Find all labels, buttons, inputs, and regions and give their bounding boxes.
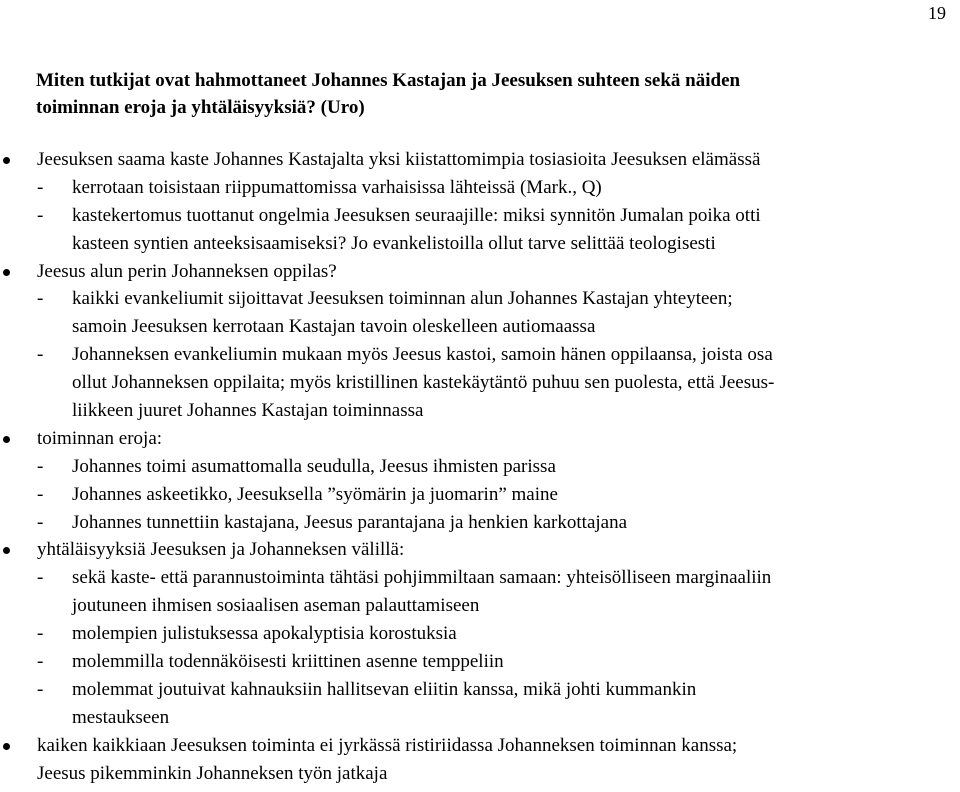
dash-marker: - [37, 288, 44, 310]
dash-marker: - [37, 455, 44, 477]
dash-marker: - [37, 623, 44, 645]
section-title [36, 67, 936, 121]
bullet-item [0, 536, 960, 564]
line-text: samoin Jeesuksen kerrotaan Kastajan tavoin oleskelleen autiomaassa [72, 316, 596, 338]
line-text: kerrotaan toisistaan riippumattomissa varhaisissa lähteissä (Mark., Q) [72, 176, 602, 198]
dash-marker: - [37, 511, 44, 533]
dash-marker: - [37, 678, 44, 700]
line-text: kastekertomus tuottanut ongelmia Jeesuksen seuraajille: miksi synnitön Jumalan poika otti [72, 204, 761, 226]
dash-item [0, 174, 960, 202]
dash-marker: - [37, 567, 44, 589]
line-text: sekä kaste- että parannustoiminta tähtäsi pohjimmiltaan samaan: yhteisölliseen marginaaliin [72, 567, 772, 589]
bullet-icon [3, 743, 10, 750]
continuation-line [0, 592, 960, 620]
dash-item [0, 676, 960, 704]
page-number: 19 [928, 3, 946, 23]
notes-body [0, 146, 960, 787]
continuation-line [0, 760, 960, 788]
dash-item [0, 453, 960, 481]
bullet-item [0, 732, 960, 760]
bullet-icon [3, 547, 10, 554]
continuation-line [0, 313, 960, 341]
dash-item [0, 620, 960, 648]
line-text: joutuneen ihmisen sosiaalisen aseman palauttamiseen [72, 595, 480, 617]
continuation-line [0, 397, 960, 425]
title-line-2: toiminnan eroja ja yhtäläisyyksiä? (Uro) [36, 97, 365, 118]
continuation-line [0, 704, 960, 732]
line-text: liikkeen juuret Johannes Kastajan toiminnassa [72, 400, 424, 422]
dash-marker: - [37, 483, 44, 505]
dash-item [0, 481, 960, 509]
bullet-item [0, 146, 960, 174]
line-text: yhtäläisyyksiä Jeesuksen ja Johanneksen välillä: [37, 539, 405, 561]
dash-marker: - [37, 204, 44, 226]
line-text: Jeesus alun perin Johanneksen oppilas? [37, 260, 337, 282]
line-text: Jeesuksen saama kaste Johannes Kastajalta yksi kiistattomimpia tosiasioita Jeesuksen elämässä [37, 149, 761, 170]
dash-item [0, 285, 960, 313]
line-text: toiminnan eroja: [37, 427, 163, 449]
dash-item [0, 509, 960, 537]
line-text: Johanneksen evankeliumin mukaan myös Jeesus kastoi, samoin hänen oppilaansa, joista osa [72, 344, 773, 366]
continuation-line [0, 230, 960, 258]
line-text: Johannes askeetikko, Jeesuksella ”syömärin ja juomarin” maine [72, 483, 558, 505]
line-text: Johannes toimi asumattomalla seudulla, Jeesus ihmisten parissa [72, 455, 556, 477]
dash-item [0, 564, 960, 592]
dash-marker: - [37, 344, 44, 366]
bullet-icon [3, 269, 10, 276]
title-line-1: Miten tutkijat ovat hahmottaneet Johannes Kastajan ja Jeesuksen suhteen sekä näiden [36, 70, 741, 91]
dash-item [0, 341, 960, 369]
bullet-icon [3, 436, 10, 443]
line-text: mestaukseen [72, 706, 170, 728]
bullet-icon [3, 157, 10, 164]
line-text: molemmat joutuivat kahnauksiin hallitsevan eliitin kanssa, mikä johti kummankin [72, 678, 697, 700]
line-text: molemmilla todennäköisesti kriittinen asenne temppeliin [72, 651, 504, 673]
line-text: Johannes tunnettiin kastajana, Jeesus parantajana ja henkien karkottajana [72, 511, 628, 533]
line-text: molempien julistuksessa apokalyptisia korostuksia [72, 623, 457, 645]
dash-item [0, 202, 960, 230]
line-text: kaiken kaikkiaan Jeesuksen toiminta ei jyrkässä ristiriidassa Johanneksen toiminnan kanssa; [37, 734, 738, 756]
dash-item [0, 648, 960, 676]
continuation-line [0, 369, 960, 397]
dash-marker: - [37, 651, 44, 673]
line-text: ollut Johanneksen oppilaita; myös kristillinen kastekäytäntö puhuu sen puolesta, että Jeesus- [72, 372, 775, 394]
line-text: kaikki evankeliumit sijoittavat Jeesuksen toiminnan alun Johannes Kastajan yhteyteen; [72, 288, 733, 310]
line-text: kasteen syntien anteeksisaamiseksi? Jo evankelistoilla ollut tarve selittää teologisesti [72, 232, 716, 254]
bullet-item [0, 258, 960, 286]
dash-marker: - [37, 176, 44, 198]
bullet-item [0, 425, 960, 453]
line-text: Jeesus pikemminkin Johanneksen työn jatkaja [37, 762, 388, 784]
